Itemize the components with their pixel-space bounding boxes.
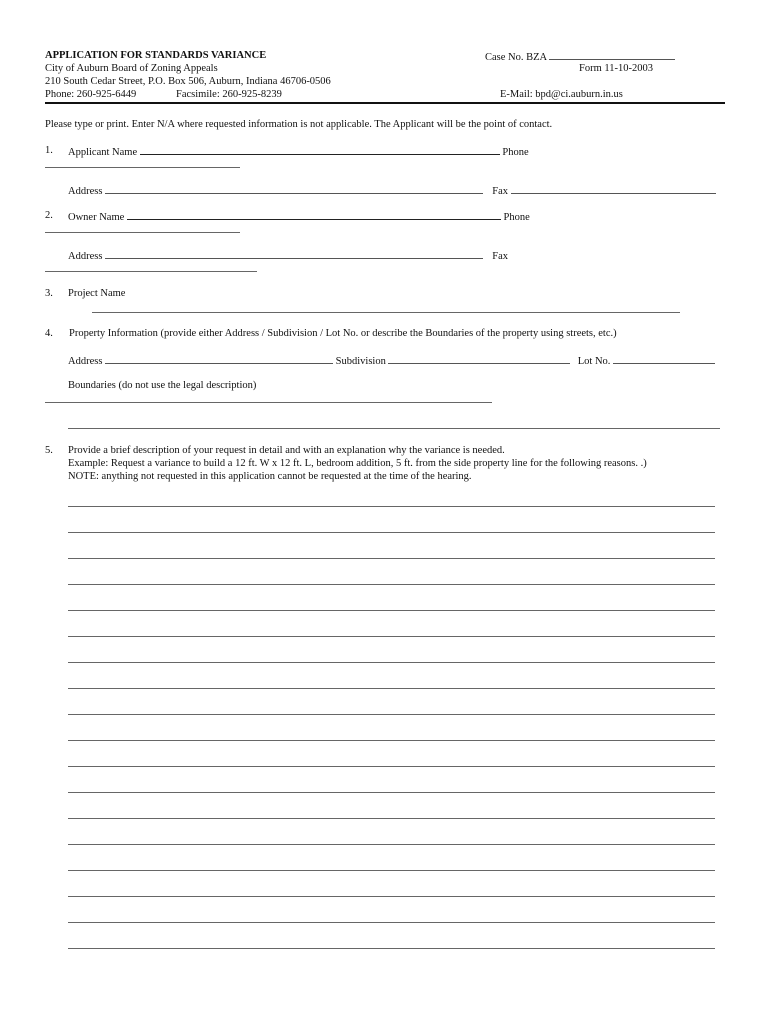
lot-number-label: Lot No.: [577, 356, 611, 367]
boundaries-input-line-1[interactable]: [45, 402, 492, 403]
applicant-name-row: [68, 144, 529, 159]
lot-number-input[interactable]: [613, 353, 715, 364]
property-address-row: [68, 353, 715, 368]
applicant-address-input[interactable]: [105, 183, 483, 194]
description-line[interactable]: [68, 506, 715, 507]
section-4-number: 4.: [45, 328, 53, 339]
description-line[interactable]: [68, 922, 715, 923]
section-1-number: 1.: [45, 145, 53, 156]
instructions: Please type or print. Enter N/A where requested information is not applicable. The Applicant will be the point of contact.: [45, 119, 553, 130]
org-phone: Phone: 260-925-6449: [45, 89, 137, 100]
subdivision-input[interactable]: [388, 353, 570, 364]
owner-name-input[interactable]: [127, 209, 501, 220]
section-3-number: 3.: [45, 288, 53, 299]
applicant-phone-input[interactable]: [45, 167, 240, 168]
applicant-phone-label: Phone: [502, 147, 529, 158]
description-line[interactable]: [68, 766, 715, 767]
description-line[interactable]: [68, 818, 715, 819]
property-info-label: Property Information (provide either Address / Subdivision / Lot No. or describe the Boundaries of the property using streets, etc.): [69, 328, 617, 339]
owner-name-row: [68, 209, 530, 224]
owner-phone-label: Phone: [503, 212, 530, 223]
project-name-input[interactable]: [92, 312, 680, 313]
org-address: 210 South Cedar Street, P.O. Box 506, Auburn, Indiana 46706-0506: [45, 76, 331, 87]
applicant-fax-label: Fax: [492, 186, 509, 197]
description-line[interactable]: [68, 532, 715, 533]
owner-name-label: Owner Name: [68, 212, 125, 223]
applicant-address-row: [68, 183, 716, 198]
owner-fax-input[interactable]: [45, 271, 257, 272]
case-number-line[interactable]: [549, 49, 675, 60]
boundaries-input-line-2[interactable]: [68, 428, 720, 429]
description-line[interactable]: [68, 636, 715, 637]
applicant-name-input[interactable]: [140, 144, 500, 155]
owner-address-label: Address: [68, 251, 103, 262]
case-number-label: Case No. BZA: [485, 52, 547, 63]
owner-fax-label: Fax: [492, 251, 509, 262]
description-line[interactable]: [68, 714, 715, 715]
property-address-label: Address: [68, 356, 103, 367]
owner-address-input[interactable]: [105, 248, 483, 259]
org-fax: Facsimile: 260-925-8239: [176, 89, 282, 100]
boundaries-label: Boundaries (do not use the legal description): [68, 380, 257, 391]
description-line[interactable]: [68, 584, 715, 585]
description-line[interactable]: [68, 610, 715, 611]
description-line[interactable]: [68, 792, 715, 793]
applicant-fax-input[interactable]: [511, 183, 716, 194]
description-line[interactable]: [68, 662, 715, 663]
description-line[interactable]: [68, 844, 715, 845]
description-line[interactable]: [68, 948, 715, 949]
org-name: City of Auburn Board of Zoning Appeals: [45, 63, 218, 74]
description-line[interactable]: [68, 558, 715, 559]
subdivision-label: Subdivision: [335, 356, 386, 367]
description-line[interactable]: [68, 870, 715, 871]
request-note: NOTE: anything not requested in this application cannot be requested at the time of the hearing.: [68, 471, 472, 482]
description-line[interactable]: [68, 740, 715, 741]
form-number: Form 11-10-2003: [579, 63, 653, 74]
project-name-label: Project Name: [68, 288, 126, 299]
owner-phone-input[interactable]: [45, 232, 240, 233]
request-example: Example: Request a variance to build a 12 ft. W x 12 ft. L, bedroom addition, 5 ft. from the side property line for the following reasons. .): [68, 458, 647, 469]
owner-address-row: [68, 248, 508, 263]
applicant-name-label: Applicant Name: [68, 147, 138, 158]
applicant-address-label: Address: [68, 186, 103, 197]
section-5-number: 5.: [45, 445, 53, 456]
header-divider: [45, 102, 725, 104]
property-address-input[interactable]: [105, 353, 333, 364]
request-description-label: Provide a brief description of your request in detail and with an explanation why the variance is needed.: [68, 445, 505, 456]
form-title: APPLICATION FOR STANDARDS VARIANCE: [45, 50, 267, 61]
description-line[interactable]: [68, 896, 715, 897]
description-line[interactable]: [68, 688, 715, 689]
org-email: E-Mail: bpd@ci.auburn.in.us: [500, 89, 623, 100]
section-2-number: 2.: [45, 210, 53, 221]
